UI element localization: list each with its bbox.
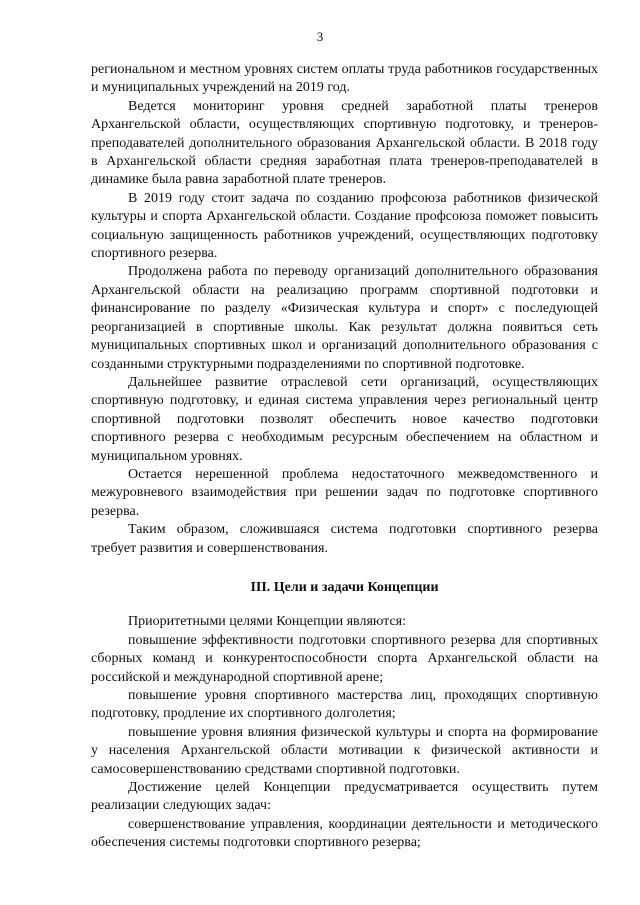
task-item: совершенствование управления, координации деятельности и методического обеспечения системы подготовки спортивного резерва; [91,816,598,851]
page-number: 3 [316,29,324,44]
paragraph-sports-schools: Продолжена работа по переводу организаций дополнительного образования Архангельской области на реализацию программ спортивной подготовки и финансирование по разделу «Физическая культура и спорт» с последующей реорганизацией в спортивные школы. Как результат должна появиться сеть муниципальных спортивных школ и организаций дополнительного образования с созданными структурными подразделениями по спортивной подготовке. [91,264,598,372]
tasks-intro: Достижение целей Концепции предусматривается осуществить путем реализации следующих задач: [91,780,598,814]
paragraph-unresolved-problem: Остается нерешенной проблема недостаточного межведомственного и межуровневого взаимодействия при решении задач по подготовке спортивного резерва. [91,466,598,519]
paragraph-network-development: Дальнейшее развитие отраслевой сети организаций, осуществляющих спортивную подготовку, и единая система управления через региональный центр спортивной подготовки позволят обеспечить новое качество подготовки спортивного резерва с необходимым ресурсным обеспечением на областном и муниципальном уровнях. [91,374,598,464]
paragraph-salary-monitoring: Ведется мониторинг уровня средней заработной платы тренеров Архангельской области, осуществляющих спортивную подготовку, и тренеров-преподавателей дополнительного образования Архангельской области. В 2018 году в Архангельской области средняя заработная плата тренеров-преподавателей в динамике была равна заработной плате тренеров. [91,98,598,188]
goal-item: повышение уровня влияния физической культуры и спорта на формирование у населения Архангельской области мотивации к физической активности и самосовершенствованию средствами спортивной подготовки. [91,724,598,777]
document-body [91,61,598,853]
paragraph-conclusion: Таким образом, сложившаяся система подготовки спортивного резерва требует развития и совершенствования. [91,522,598,556]
paragraph-continuation: региональном и местном уровнях систем оплаты труда работников государственных и муниципальных учреждений на 2019 год. [91,62,598,96]
section-heading: III. Цели и задачи Концепции [250,579,439,595]
goal-item: повышение уровня спортивного мастерства лиц, проходящих спортивную подготовку, продление их спортивного долголетия; [91,688,598,722]
goal-item: повышение эффективности подготовки спортивного резерва для спортивных сборных команд и конкурентоспособности спорта Архангельской области на российской и международной спортивной арене; [91,632,598,685]
paragraph-trade-union: В 2019 году стоит задача по созданию профсоюза работников физической культуры и спорта Архангельской области. Создание профсоюза поможет повысить социальную защищенность работников учреждений, осуществляющих подготовку спортивного резерва. [91,190,598,262]
goals-intro: Приоритетными целями Концепции являются: [128,614,406,630]
